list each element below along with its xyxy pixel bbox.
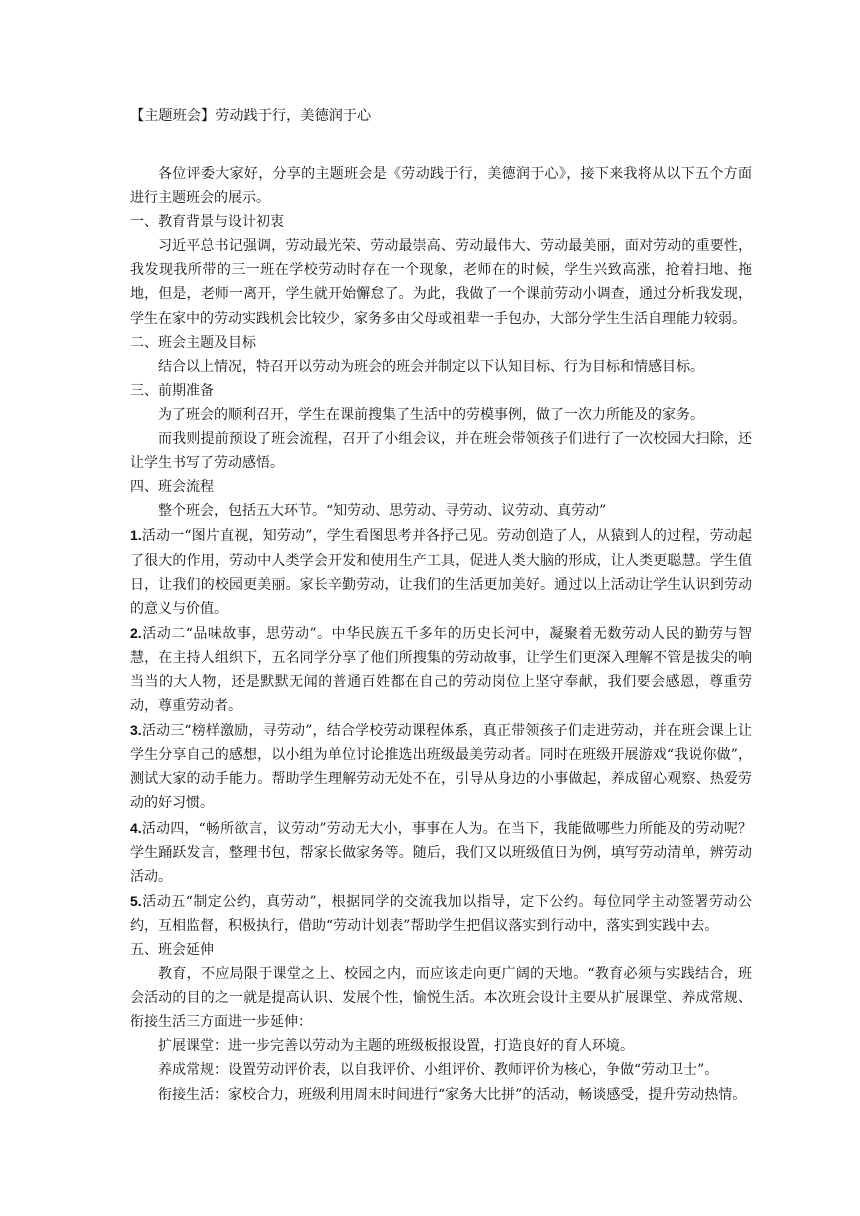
paragraph: 养成常规：设置劳动评价表，以自我评价、小组评价、教师评价为核心，争做“劳动卫士”。 (158, 1062, 719, 1079)
item-number: 4. (130, 819, 142, 836)
item-number: 3. (130, 722, 142, 739)
document-title: 【主题班会】劳动践于行，美德润于心 (130, 108, 372, 124)
activity-item (130, 718, 752, 815)
paragraph: 而我则提前预设了班会流程，召开了小组会议，并在班会带领孩子们进行了一次校园大扫除，还让学生书写了劳动感悟。 (130, 431, 752, 472)
activity-item (130, 816, 752, 889)
item-number: 2. (130, 624, 142, 641)
paragraph: 结合以上情况，特召开以劳动为班会的班会并制定以下认知目标、行为目标和情感目标。 (158, 358, 704, 375)
activity-item (130, 889, 752, 938)
item-text: 活动一“图片直视，知劳动”，学生看图思考并各抒己见。劳动创造了人，从猿到人的过程，劳动起了很大的作用，劳动中人类学会开发和使用生产工具，促进人类大脑的形成，让人类更聪慧。学生值日，让我们的校园更美丽。家长辛勤劳动，让我们的生活更加美好。通过以上活动让学生认识到劳动的意义与价值。 (130, 528, 752, 617)
section-heading: 四、班会流程 (130, 479, 214, 496)
item-text: 活动三“榜样激励，寻劳动”，结合学校劳动课程体系，真正带领孩子们走进劳动，并在班会课上让学生分享自己的感想，以小组为单位讨论推选出班级最美劳动者。同时在班级开展游戏“我说你做”，测试大家的动手能力。帮助学生理解劳动无处不在，引导从身边的小事做起，养成留心观察、热爱劳动的好习惯。 (130, 723, 752, 812)
item-text: 活动四，“畅所欲言，议劳动”劳动无大小，事事在人为。在当下，我能做哪些力所能及的劳动呢？学生踊跃发言，整理书包，帮家长做家务等。随后，我们又以班级值日为例，填写劳动清单，辨劳动活动。 (130, 820, 752, 885)
document-body (130, 162, 752, 1107)
paragraph: 习近平总书记强调，劳动最光荣、劳动最崇高、劳动最伟大、劳动最美丽，面对劳动的重要性，我发现我所带的三一班在学校劳动时存在一个现象，老师在的时候，学生兴致高涨，抢着扫地、拖地，但是，老师一离开，学生就开始懈怠了。为此，我做了一个课前劳动小调查，通过分析我发现，学生在家中的劳动实践机会比较少，家务多由父母或祖辈一手包办，大部分学生生活自理能力较弱。 (130, 238, 752, 327)
section-heading: 五、班会延伸 (130, 942, 214, 958)
item-text: 活动五“制定公约，真劳动”，根据同学的交流我加以指导，定下公约。每位同学主动签署劳动公约，互相监督，积极执行，借助“劳动计划表”帮助学生把倡议落实到行动中，落实到实践中去。 (130, 893, 752, 934)
section-heading: 二、班会主题及目标 (130, 334, 256, 351)
item-text: 活动二“品味故事，思劳动”。中华民族五千多年的历史长河中，凝聚着无数劳动人民的勤劳与智慧，在主持人组织下，五名同学分享了他们所搜集的劳动故事，让学生们更深入理解不管是拔尖的响当当的大人物，还是默默无闻的普通百姓都在自己的劳动岗位上坚守奉献，我们要会感恩，尊重劳动，尊重劳动者。 (130, 625, 752, 715)
section-heading: 一、教育背景与设计初衷 (130, 214, 284, 231)
item-number: 5. (130, 892, 142, 909)
item-number: 1. (130, 527, 142, 544)
activity-item (130, 621, 752, 718)
paragraph: 各位评委大家好，分享的主题班会是《劳动践于行，美德润于心》，接下来我将从以下五个方面进行主题班会的展示。 (130, 166, 752, 207)
section-heading: 三、前期准备 (130, 382, 214, 399)
paragraph: 为了班会的顺利召开，学生在课前搜集了生活中的劳模事例，做了一次力所能及的家务。 (158, 406, 704, 423)
paragraph: 扩展课堂：进一步完善以劳动为主题的班级板报设置，打造良好的育人环境。 (158, 1038, 634, 1055)
activity-item (130, 523, 752, 620)
paragraph: 教育，不应局限于课堂之上、校园之内，而应该走向更广阔的天地。“教育必须与实践结合，班会活动的目的之一就是提高认识、发展个性，愉悦生活。本次班会设计主要从扩展课堂、养成常规、衔接生活三方面进一步延伸： (130, 966, 752, 1031)
paragraph: 整个班会，包括五大环节。“知劳动、思劳动、寻劳动、议劳动、真劳动” (158, 503, 607, 520)
paragraph: 衔接生活：家校合力，班级利用周末时间进行“家务大比拼”的活动，畅谈感受，提升劳动热情。 (158, 1086, 747, 1103)
